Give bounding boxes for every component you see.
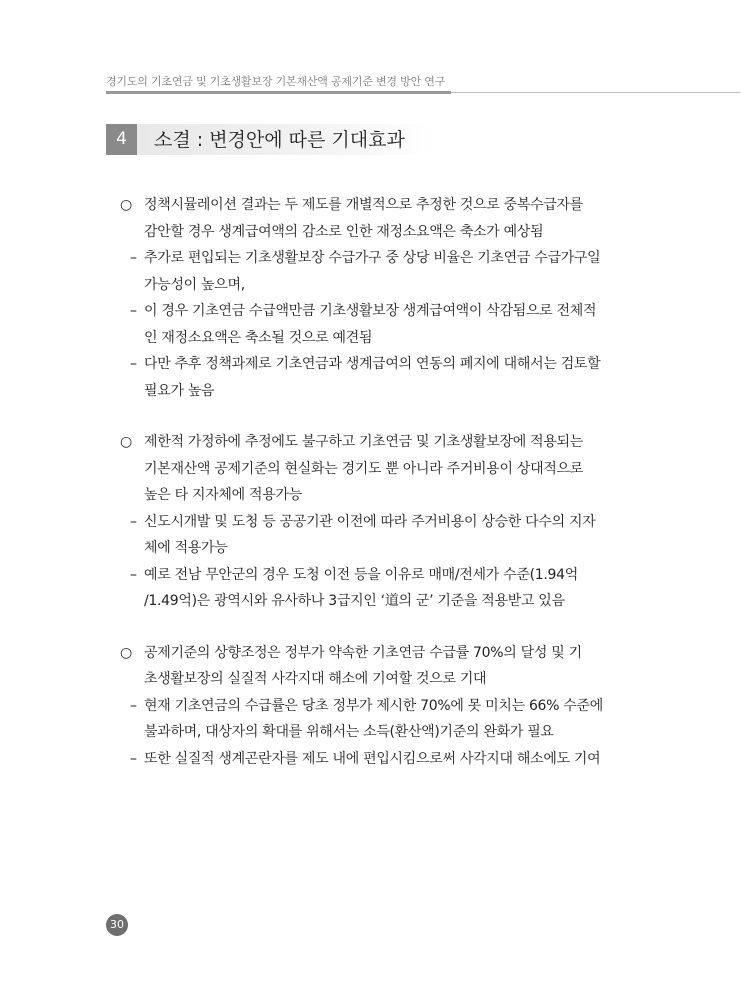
dash-bullet-icon: – — [130, 513, 137, 530]
bullet-block — [116, 429, 638, 615]
main-bullet — [116, 192, 638, 245]
dash-bullet-icon: – — [130, 697, 137, 714]
bullet-text-line: 제한적 가정하에 추정에도 불구하고 기초연금 및 기초생활보장에 적용되는 — [144, 434, 583, 450]
sub-bullet-text-line: 추가로 편입되는 기초생활보장 수급가구 중 상당 비율은 기초연금 수급가구일 — [144, 250, 601, 266]
dash-bullet-icon: – — [130, 750, 137, 767]
bullet-text-line: 높은 타 지자체에 적용가능 — [144, 487, 302, 503]
bullet-text-line: 공제기준의 상향조정은 정부가 약속한 기초연금 수급률 70%의 달성 및 기 — [144, 644, 582, 661]
bullet-text-line: 감안할 경우 생계급여액의 감소로 인한 재정소요액은 축소가 예상됨 — [144, 223, 544, 240]
section-number: 4 — [106, 124, 137, 155]
sub-bullet — [116, 746, 638, 773]
sub-bullet-text-line: /1.49억)은 광역시와 유사하나 3급지인 ‘道의 군’ 기준을 적용받고 있음 — [144, 593, 565, 609]
sub-bullet-text-line: 불과하며, 대상자의 확대를 위해서는 소득(환산액)기준의 완화가 필요 — [144, 724, 554, 740]
sub-bullet-text-line: 가능성이 높으며, — [144, 276, 245, 293]
sub-bullet — [116, 693, 638, 746]
header-rule-accent — [106, 91, 451, 94]
bullet-block — [116, 640, 638, 773]
sub-bullet-text-line: 이 경우 기초연금 수급액만큼 기초생활보장 생계급여액이 삭감됨으로 전체적 — [144, 303, 597, 319]
page-number: 30 — [106, 914, 128, 936]
sub-bullet-text-line: 필요가 높음 — [144, 382, 215, 399]
dash-bullet-icon: – — [130, 566, 137, 583]
bullet-block — [116, 192, 638, 404]
main-bullet — [116, 429, 638, 509]
bullet-text-line: 정책시뮬레이션 결과는 두 제도를 개별적으로 추정한 것으로 중복수급자를 — [144, 197, 583, 213]
dash-bullet-icon: – — [130, 356, 137, 372]
circle-bullet-icon: ○ — [120, 434, 133, 450]
bullet-text-line: 기본재산액 공제기준의 현실화는 경기도 뿐 아니라 주거비용이 상대적으로 — [144, 460, 583, 477]
sub-bullet — [116, 245, 638, 298]
sub-bullet-text-line: 예로 전남 무안군의 경우 도청 이전 등을 이유로 매매/전세가 수준(1.94억 — [144, 566, 578, 583]
sub-bullet — [116, 509, 638, 562]
running-header: 경기도의 기초연금 및 기초생활보장 기본재산액 공제기준 변경 방안 연구 — [106, 75, 446, 88]
sub-bullet — [116, 298, 638, 351]
sub-bullet-text-line: 체에 적용가능 — [144, 540, 228, 556]
circle-bullet-icon: ○ — [120, 197, 133, 213]
sub-bullet-text-line: 인 재정소요액은 축소될 것으로 예견됨 — [144, 329, 373, 346]
bullet-text-line: 초생활보장의 실질적 사각지대 해소에 기여할 것으로 기대 — [144, 671, 487, 687]
sub-bullet-text-line: 다만 추후 정책과제로 기초연금과 생계급여의 연동의 폐지에 대해서는 검토할 — [144, 356, 601, 372]
sub-bullet-text-line: 신도시개발 및 도청 등 공공기관 이전에 따라 주거비용이 상승한 다수의 지자 — [144, 513, 596, 530]
sub-bullet-text-line: 현재 기초연금의 수급률은 당초 정부가 제시한 70%에 못 미치는 66% 수준에 — [144, 697, 603, 714]
dash-bullet-icon: – — [130, 250, 137, 266]
sub-bullet — [116, 351, 638, 404]
main-bullet — [116, 640, 638, 693]
sub-bullet-text-line: 또한 실질적 생계곤란자를 제도 내에 편입시킴으로써 사각지대 해소에도 기여 — [144, 750, 601, 767]
body-content — [116, 192, 638, 797]
sub-bullet — [116, 562, 638, 615]
circle-bullet-icon: ○ — [120, 644, 133, 661]
section-title: 소결 : 변경안에 따른 기대효과 — [154, 129, 405, 151]
dash-bullet-icon: – — [130, 303, 137, 319]
